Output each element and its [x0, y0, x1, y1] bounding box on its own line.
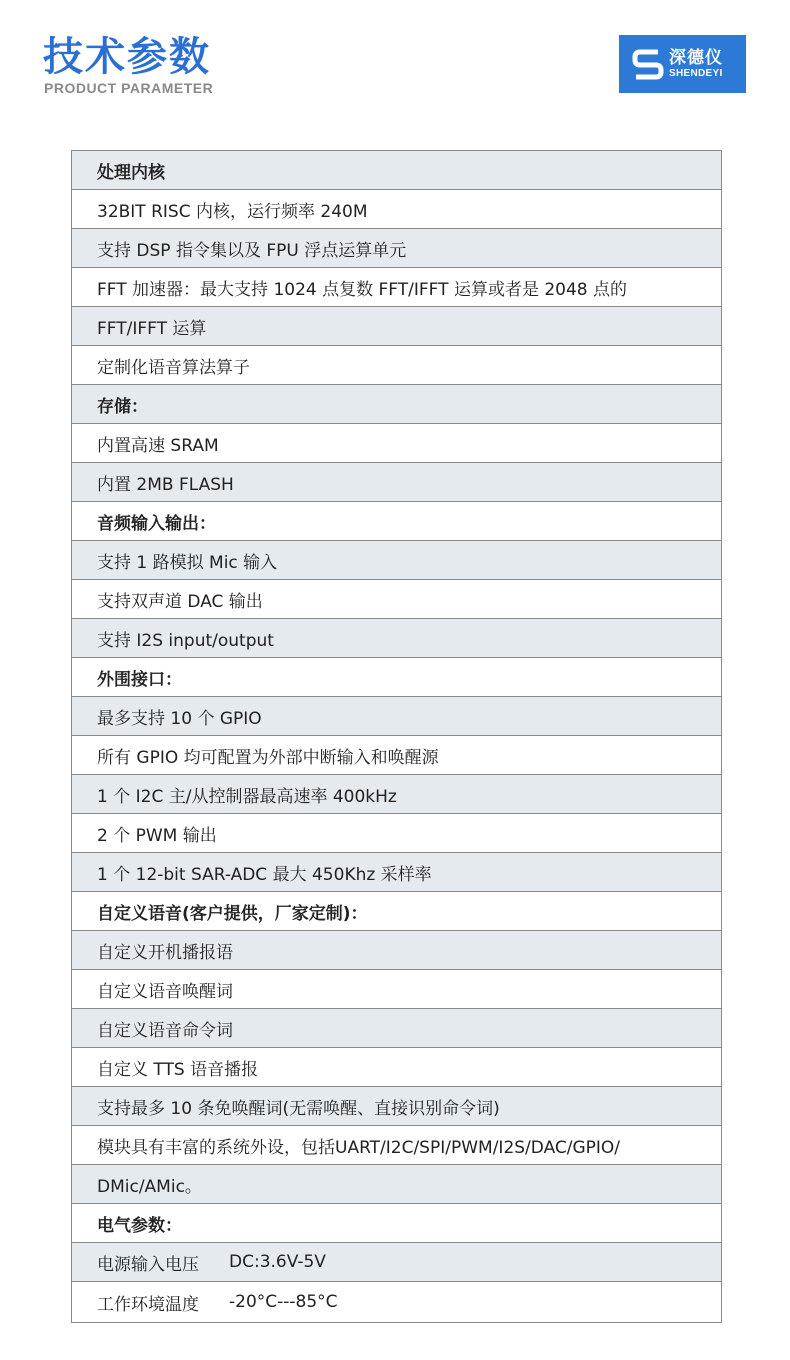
spec-row — [72, 424, 721, 463]
spec-value: DC:3.6V-5V — [229, 1252, 326, 1272]
spec-row — [72, 1087, 721, 1126]
spec-row — [72, 1243, 721, 1282]
spec-label: 支持双声道 DAC 输出 — [97, 591, 263, 612]
spec-label: 工作环境温度 — [97, 1294, 199, 1315]
page-subtitle: PRODUCT PARAMETER — [44, 80, 214, 96]
brand-name-cn: 深德仪 — [669, 48, 723, 68]
spec-row — [72, 190, 721, 229]
spec-row — [72, 970, 721, 1009]
spec-label: 支持 DSP 指令集以及 FPU 浮点运算单元 — [97, 240, 407, 261]
brand-name-en: SHENDEYI — [669, 68, 723, 79]
spec-label: 支持 1 路模拟 Mic 输入 — [97, 552, 278, 573]
spec-label: 支持最多 10 条免唤醒词(无需唤醒、直接识别命令词) — [97, 1098, 500, 1119]
spec-row — [72, 853, 721, 892]
spec-row — [72, 268, 721, 307]
spec-label: DMic/AMic。 — [97, 1176, 202, 1197]
spec-row — [72, 931, 721, 970]
page-title: 技术参数 — [43, 34, 211, 80]
spec-label: 支持 I2S input/output — [97, 630, 274, 651]
spec-row — [72, 346, 721, 385]
section-title: 处理内核 — [97, 162, 165, 183]
spec-label: 电源输入电压 — [97, 1254, 199, 1275]
spec-label: 1 个 I2C 主/从控制器最高速率 400kHz — [97, 786, 397, 807]
spec-label: 32BIT RISC 内核，运行频率 240M — [97, 201, 368, 222]
spec-label: 定制化语音算法算子 — [97, 357, 250, 378]
spec-row — [72, 1009, 721, 1048]
spec-label: 自定义 TTS 语音播报 — [97, 1059, 259, 1080]
spec-label: FFT/IFFT 运算 — [97, 318, 207, 339]
section-header-row — [72, 385, 721, 424]
spec-value: -20°C---85°C — [229, 1292, 338, 1312]
section-header-row — [72, 892, 721, 931]
section-title: 存储： — [97, 396, 148, 417]
section-title: 电气参数： — [97, 1215, 182, 1236]
section-header-row — [72, 1204, 721, 1243]
spec-label: 1 个 12-bit SAR-ADC 最大 450Khz 采样率 — [97, 864, 432, 885]
spec-row — [72, 1282, 721, 1323]
spec-table — [71, 150, 722, 1323]
spec-row — [72, 1126, 721, 1165]
spec-row — [72, 1048, 721, 1087]
spec-label: 内置 2MB FLASH — [97, 474, 234, 495]
spec-label: 模块具有丰富的系统外设，包括UART/I2C/SPI/PWM/I2S/DAC/GPIO/ — [97, 1137, 621, 1158]
spec-row — [72, 814, 721, 853]
section-header-row — [72, 502, 721, 541]
section-header-row — [72, 151, 721, 190]
spec-label: FFT 加速器：最大支持 1024 点复数 FFT/IFFT 运算或者是 2048 点的 — [97, 279, 628, 300]
section-title: 音频输入输出： — [97, 513, 216, 534]
spec-row — [72, 619, 721, 658]
spec-label: 所有 GPIO 均可配置为外部中断输入和唤醒源 — [97, 747, 439, 768]
spec-label: 自定义开机播报语 — [97, 942, 233, 963]
spec-label: 自定义语音唤醒词 — [97, 981, 233, 1002]
spec-row — [72, 463, 721, 502]
spec-row — [72, 580, 721, 619]
brand-s-icon — [631, 47, 665, 81]
spec-row — [72, 307, 721, 346]
spec-row — [72, 1165, 721, 1204]
spec-row — [72, 229, 721, 268]
section-title: 外围接口： — [97, 669, 182, 690]
section-title: 自定义语音(客户提供，厂家定制)： — [97, 903, 368, 924]
spec-label: 最多支持 10 个 GPIO — [97, 708, 262, 729]
spec-row — [72, 775, 721, 814]
spec-row — [72, 541, 721, 580]
spec-label: 2 个 PWM 输出 — [97, 825, 217, 846]
section-header-row — [72, 658, 721, 697]
spec-row — [72, 736, 721, 775]
spec-label: 自定义语音命令词 — [97, 1020, 233, 1041]
spec-row — [72, 697, 721, 736]
spec-label: 内置高速 SRAM — [97, 435, 219, 456]
brand-logo — [619, 35, 746, 93]
